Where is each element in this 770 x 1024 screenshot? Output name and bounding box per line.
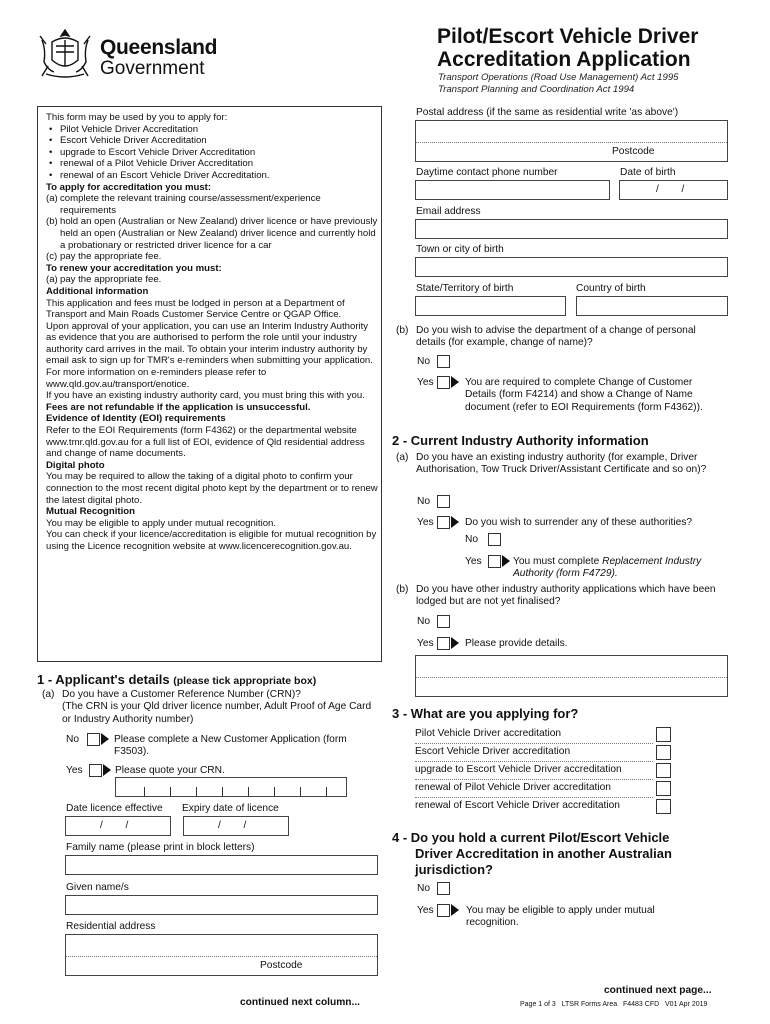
date-effective-input[interactable] (65, 816, 171, 836)
qb-no-label: No (417, 356, 431, 367)
phone-label: Daytime contact phone number (416, 167, 558, 178)
town-input[interactable] (415, 257, 728, 277)
other-applications-yes-checkbox[interactable] (437, 637, 450, 650)
additional-heading: Additional information (46, 285, 149, 297)
residential-label: Residential address (66, 921, 156, 932)
continued-next-page: continued next page... (604, 985, 712, 996)
arrow-icon (451, 516, 459, 528)
surrender-question: Do you wish to surrender any of these authorities? (465, 517, 693, 528)
qb-text: Do you wish to advise the department of a change of personal details (for example, change of name)? (416, 325, 696, 349)
option-renew-pilot-checkbox[interactable] (656, 781, 671, 796)
mutual-p1: You may be eligible to apply under mutual recognition. (46, 517, 277, 529)
apply-a-label: (a) (46, 193, 58, 205)
photo-text: You may be required to allow the taking of a digital photo to confirm your connection to the most recent digital photo kept by the department or to renew the latest digital photo. (46, 471, 378, 506)
crn-yes-checkbox[interactable] (89, 764, 102, 777)
additional-p2: Upon approval of your application, you can use an Interim Industry Authority as evidence that you are authorised to perform the role until your industry authority card arrives in the mail. To obtain your interim industry authority by email ask to sign up for TMR's e-reminders when submitting your application. For more information on e-reminders please refer to www.qld.gov.au/transport/enotice. (46, 320, 373, 390)
surrender-yes-label: Yes (465, 556, 482, 567)
crn-input[interactable] (115, 777, 347, 797)
apply-heading: To apply for accreditation you must: (46, 181, 212, 193)
option-escort-checkbox[interactable] (656, 745, 671, 760)
apply-b: hold an open (Australian or New Zealand) driver licence or have previously held an open (Australian or New Zealand) driver licence and currently hold a probationary or restricted driver licence for a car (60, 216, 378, 251)
qld-government-logo (36, 26, 216, 82)
surrender-yes-note (513, 556, 718, 581)
information-panel (37, 106, 382, 662)
s1-yes-label: Yes (66, 765, 83, 776)
date-separator: / / (100, 820, 129, 831)
email-input[interactable] (415, 219, 728, 239)
s1-qa-text: Do you have a Customer Reference Number (CRN)? (62, 689, 301, 700)
date-expiry-label: Expiry date of licence (182, 803, 279, 814)
existing-authority-yes-checkbox[interactable] (437, 516, 450, 529)
list-item: • upgrade to Escort Vehicle Driver Accreditation (46, 147, 378, 159)
email-label: Email address (416, 206, 481, 217)
arrow-icon (502, 555, 510, 567)
state-label: State/Territory of birth (416, 283, 514, 294)
s2-qa-text: Do you have an existing industry authority (for example, Driver Authorisation, Tow Truck Driver/Assistant Certificate and so on)? (416, 452, 707, 476)
additional-p1: This application and fees must be lodged in person at a Department of Transport and Main Roads Customer Service Centre or QGAP Office. (46, 297, 345, 321)
given-names-input[interactable] (65, 895, 378, 915)
mutual-heading: Mutual Recognition (46, 506, 135, 518)
s2-no-label: No (417, 496, 431, 507)
additional-p3: If you have an existing industry authority card, you must bring this with you. (46, 390, 365, 402)
residential-address-input[interactable] (65, 934, 378, 976)
s2-qa-label: (a) (396, 452, 409, 463)
s2b-yes-label: Yes (417, 638, 434, 649)
option-renew-pilot-label: renewal of Pilot Vehicle Driver accreditation (415, 782, 611, 793)
s1-qa-label: (a) (42, 689, 55, 700)
change-details-no-checkbox[interactable] (437, 355, 450, 368)
phone-input[interactable] (415, 180, 610, 200)
legislation-2: Transport Planning and Coordination Act 1994 (438, 84, 635, 95)
section2-title: 2 - Current Industry Authority information (392, 433, 649, 448)
postal-label: Postal address (if the same as residential write 'as above') (416, 107, 679, 118)
list-item: • Escort Vehicle Driver Accreditation (46, 135, 378, 147)
postcode-label: Postcode (260, 960, 303, 971)
s2-qb-text: Do you have other industry authority applications which have been lodged but are not yet finalised? (416, 584, 716, 608)
surrender-yes-note-text: You must complete (513, 556, 603, 567)
section3-title: 3 - What are you applying for? (392, 706, 579, 721)
crn-no-checkbox[interactable] (87, 733, 100, 746)
country-input[interactable] (576, 296, 728, 316)
other-jurisdiction-no-checkbox[interactable] (437, 882, 450, 895)
surrender-yes-checkbox[interactable] (488, 555, 501, 568)
date-expiry-input[interactable] (183, 816, 289, 836)
eoi-text: Refer to the EOI Requirements (form F4362) or the departmental website www.tmr.qld.gov.au for a full list of EOI, evidence of Qld residential address and change of name documents. (46, 425, 365, 460)
form-title-line2: Accreditation Application (437, 48, 691, 71)
other-applications-details-input[interactable] (415, 655, 728, 697)
s2-qb-label: (b) (396, 584, 409, 595)
s1-yes-note: Please quote your CRN. (115, 765, 225, 776)
applying-for-list (415, 724, 675, 818)
photo-heading: Digital photo (46, 459, 105, 471)
section1-title-note: (please tick appropriate box) (173, 675, 317, 687)
logo-text-line1: Queensland (100, 36, 218, 59)
mutual-p2: You can check if your licence/accreditation is eligible for mutual recognition by using the Licence recognition website at www.licencerecognition.gov.au. (46, 529, 377, 552)
other-applications-no-checkbox[interactable] (437, 615, 450, 628)
s2-yes-label: Yes (417, 517, 434, 528)
qb-yes-note: You are required to complete Change of Customer Details (form F4214) and show a Change of Name document (refer to EOI Requirements (form F4362)). (465, 377, 703, 413)
renew-a-label: (a) (46, 274, 58, 286)
surrender-no-checkbox[interactable] (488, 533, 501, 546)
section4-title-line3: jurisdiction? (415, 862, 493, 877)
town-label: Town or city of birth (416, 244, 504, 255)
renew-heading: To renew your accreditation you must: (46, 262, 222, 274)
eoi-heading: Evidence of Identity (EOI) requirements (46, 413, 226, 425)
postal-address-input[interactable] (415, 120, 728, 162)
family-name-input[interactable] (65, 855, 378, 875)
other-jurisdiction-yes-checkbox[interactable] (437, 904, 450, 917)
section4-title (392, 830, 732, 878)
continued-next-column: continued next column... (240, 997, 360, 1008)
qb-yes-label: Yes (417, 377, 434, 388)
list-item: • Pilot Vehicle Driver Accreditation (46, 124, 378, 136)
intro-text: This form may be used by you to apply for: (46, 112, 228, 123)
s2b-no-label: No (417, 616, 431, 627)
option-escort-label: Escort Vehicle Driver accreditation (415, 746, 571, 757)
legislation-1: Transport Operations (Road Use Management) Act 1995 (438, 72, 679, 83)
apply-b-label: (b) (46, 216, 58, 228)
s4-yes-label: Yes (417, 905, 434, 916)
crest-icon (36, 26, 94, 80)
qb-label: (b) (396, 325, 409, 336)
arrow-icon (101, 733, 109, 745)
postcode-label: Postcode (612, 146, 655, 157)
change-details-yes-checkbox[interactable] (437, 376, 450, 389)
page-info: Page 1 of 3 LTSR Forms Area F4483 CFD V01 Apr 2019 (520, 1001, 708, 1008)
dob-input[interactable] (619, 180, 728, 200)
section1-title: 1 - Applicant's details (37, 672, 170, 687)
option-renew-escort-checkbox[interactable] (656, 799, 671, 814)
s1-qa-note: (The CRN is your Qld driver licence number, Adult Proof of Age Card or Industry Authority number) (62, 701, 372, 725)
surrender-no-label: No (465, 534, 479, 545)
option-upgrade-label: upgrade to Escort Vehicle Driver accreditation (415, 764, 622, 775)
section1-heading (37, 672, 316, 689)
s1-no-note: Please complete a New Customer Application (form F3503). (114, 734, 347, 758)
apply-c: pay the appropriate fee. (60, 251, 162, 263)
date-separator: / / (218, 820, 247, 831)
date-effective-label: Date licence effective (66, 803, 163, 814)
list-item: • renewal of an Escort Vehicle Driver Accreditation. (46, 170, 378, 182)
s4-no-label: No (417, 883, 431, 894)
s2b-yes-note: Please provide details. (465, 638, 568, 649)
option-upgrade-checkbox[interactable] (656, 763, 671, 778)
option-pilot-label: Pilot Vehicle Driver accreditation (415, 728, 562, 739)
option-renew-escort-label: renewal of Escort Vehicle Driver accreditation (415, 800, 620, 811)
fees-note: Fees are not refundable if the application is unsuccessful. (46, 401, 311, 413)
replacement-authority-form: Replacement Industry Authority (form F4729). (513, 556, 702, 580)
arrow-icon (451, 904, 459, 916)
existing-authority-no-checkbox[interactable] (437, 495, 450, 508)
apply-a: complete the relevant training course/assessment/experience requirements (60, 193, 321, 216)
given-names-label: Given name/s (66, 882, 129, 893)
family-name-label: Family name (please print in block letters) (66, 842, 255, 853)
dob-label: Date of birth (620, 167, 676, 178)
arrow-icon (103, 764, 111, 776)
section4-title-line2: Driver Accreditation in another Australian (415, 846, 672, 861)
option-pilot-checkbox[interactable] (656, 727, 671, 742)
section4-title-line1: 4 - Do you hold a current Pilot/Escort Vehicle (392, 830, 670, 845)
list-item: • renewal of a Pilot Vehicle Driver Accreditation (46, 158, 378, 170)
state-input[interactable] (415, 296, 566, 316)
form-uses-list (46, 124, 378, 182)
country-label: Country of birth (576, 283, 646, 294)
logo-text-line2: Government (100, 58, 205, 79)
arrow-icon (451, 637, 459, 649)
apply-c-label: (c) (46, 251, 58, 263)
s1-no-label: No (66, 734, 80, 745)
arrow-icon (451, 376, 459, 388)
s4-yes-note: You may be eligible to apply under mutual recognition. (466, 905, 655, 929)
form-title-line1: Pilot/Escort Vehicle Driver (437, 25, 699, 48)
date-separator: / / (656, 184, 685, 195)
renew-a: pay the appropriate fee. (60, 274, 162, 286)
